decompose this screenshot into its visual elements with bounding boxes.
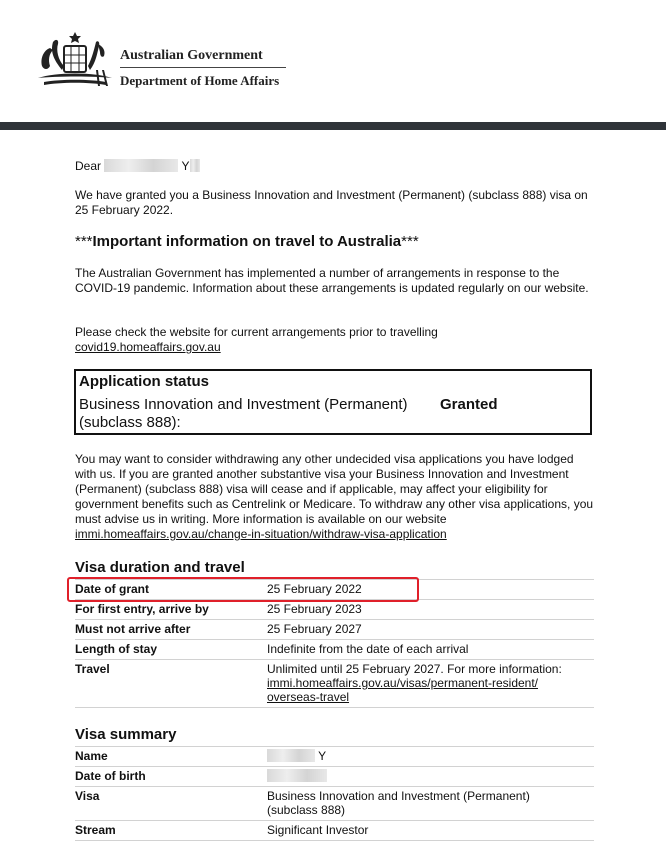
department-name: Department of Home Affairs [120,73,280,88]
row-value [267,747,594,767]
row-label: Must not arrive after [75,620,267,640]
table-row [75,821,594,841]
table-row [75,620,594,640]
row-label: Date of birth [75,767,267,787]
table-row [75,787,594,821]
row-value: 25 February 2023 [267,600,594,620]
visa-value-line-2: (subclass 888) [267,803,346,817]
withdraw-paragraph [75,452,595,542]
visa-duration-heading: Visa duration and travel [75,559,245,576]
row-value: 25 February 2027 [267,620,594,640]
check-text: Please check the website for current arrangements prior to travelling [75,325,438,339]
row-label: Stream [75,821,267,841]
letterhead [0,0,666,122]
visa-value-line-1: Business Innovation and Investment (Permanent) [267,789,530,803]
important-prefix: *** [75,233,93,250]
row-value: 25 February 2022 [267,580,594,600]
table-row [75,767,594,787]
grant-paragraph: We have granted you a Business Innovation and Investment (Permanent) (subclass 888) visa on 25 February 2022. [75,188,588,217]
application-status-value: Granted [440,396,498,413]
redacted-name-tail [190,159,200,172]
salutation-word: Dear [75,159,102,173]
coat-of-arms-icon [36,30,114,92]
covid-paragraph: The Australian Government has implemented a number of arrangements in response to the COVID-19 pandemic. Information about these arrangements is updated regularly on our website. [75,266,589,295]
row-label: Name [75,747,267,767]
header-band [0,122,666,130]
redacted-name [267,749,315,762]
important-heading [75,233,419,250]
row-label: For first entry, arrive by [75,600,267,620]
salutation [75,159,595,174]
withdraw-text: You may want to consider withdrawing any other undecided visa applications you have lodged with us. If you are granted another substantive visa your Business Innovation and Investment (Permanent) (subclass 888) visa will cease and if applicable, may affect your eligibility for government benefits such as Centrelink or Medicare. To withdraw any other visa applications, you must advise us in writing. More information is available on our website [75,452,594,526]
important-suffix: *** [401,233,419,250]
name-initial: Y [318,749,327,763]
application-visa-name: Business Innovation and Investment (Permanent) (subclass 888): [79,396,408,431]
row-value [267,660,594,708]
row-label: Visa [75,787,267,821]
redacted-name [104,159,178,172]
row-value [267,787,594,821]
table-row [75,640,594,660]
row-value: Indefinite from the date of each arrival [267,640,594,660]
date-of-grant-highlight [67,577,419,602]
application-status-title: Application status [79,373,210,390]
check-paragraph [75,325,595,355]
redacted-date-of-birth [267,769,327,782]
visa-summary-heading: Visa summary [75,726,177,743]
letterhead-divider [120,67,286,68]
visa-summary-table [75,746,594,841]
row-label: Length of stay [75,640,267,660]
row-value [267,767,594,787]
travel-text: Unlimited until 25 February 2027. For more information: [267,662,562,676]
table-row [75,747,594,767]
row-value: Significant Investor [267,821,594,841]
travel-link-part-1[interactable]: immi.homeaffairs.gov.au/visas/permanent-resident/ [267,676,539,690]
table-row [75,660,594,708]
important-heading-text: Important information on travel to Australia [92,233,402,250]
application-status-box [74,369,592,435]
row-label: Date of grant [75,580,267,600]
government-name: Australian Government [120,48,263,63]
table-row [75,600,594,620]
row-label: Travel [75,660,267,708]
covid-link[interactable]: covid19.homeaffairs.gov.au [75,340,221,354]
surname-initial: Y [181,159,190,173]
travel-link-part-2[interactable]: overseas-travel [267,690,350,704]
withdraw-link[interactable]: immi.homeaffairs.gov.au/change-in-situation/withdraw-visa-application [75,527,447,541]
